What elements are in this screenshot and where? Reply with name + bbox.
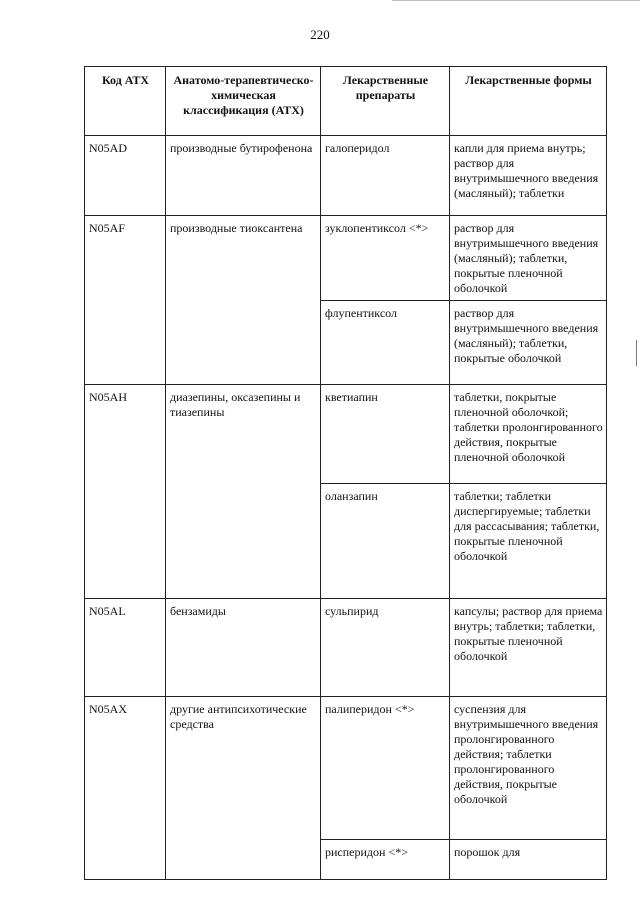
- cell-atx-code: N05AF: [85, 216, 166, 385]
- cell-drug: сульпирид: [321, 599, 450, 697]
- cell-drug: палиперидон <*>: [321, 697, 450, 840]
- table-row: [85, 599, 607, 697]
- table-header-row: [85, 67, 607, 136]
- cell-forms: капли для приема внутрь; раствор для внутримышечного введения (масляный); таблетки: [450, 136, 607, 216]
- cell-forms: порошок для: [450, 840, 607, 880]
- cell-atx-code: N05AL: [85, 599, 166, 697]
- cell-forms: суспензия для внутримышечного введения пролонгированного действия; таблетки пролонгированного действия, покрытые оболочкой: [450, 697, 607, 840]
- cell-classification: производные тиоксантена: [166, 216, 321, 385]
- cell-forms: раствор для внутримышечного введения (масляный); таблетки, покрытые пленочной оболочкой: [450, 216, 607, 301]
- table-row: [85, 385, 607, 484]
- cell-drug: галоперидол: [321, 136, 450, 216]
- scan-edge-mark: [392, 0, 640, 15]
- cell-atx-code: N05AD: [85, 136, 166, 216]
- atx-drug-table: [84, 66, 607, 880]
- cell-classification: бензамиды: [166, 599, 321, 697]
- cell-drug: кветиапин: [321, 385, 450, 484]
- cell-atx-code: N05AX: [85, 697, 166, 880]
- cell-forms: раствор для внутримышечного введения (масляный); таблетки, покрытые оболочкой: [450, 301, 607, 385]
- header-drugs: Лекарственные препараты: [321, 67, 450, 136]
- header-dosage-forms: Лекарственные формы: [450, 67, 607, 136]
- cell-drug: рисперидон <*>: [321, 840, 450, 880]
- cell-classification: другие антипсихотические средства: [166, 697, 321, 880]
- header-atx-classification: Анатомо-терапевтическо-химическая классификация (АТХ): [166, 67, 321, 136]
- cell-drug: флупентиксол: [321, 301, 450, 385]
- table-row: [85, 136, 607, 216]
- cell-atx-code: N05AH: [85, 385, 166, 599]
- cell-classification: производные бутирофенона: [166, 136, 321, 216]
- cell-classification: диазепины, оксазепины и тиазепины: [166, 385, 321, 599]
- cell-forms: таблетки, покрытые пленочной оболочкой; таблетки пролонгированного действия, покрытые пленочной оболочкой: [450, 385, 607, 484]
- table-row: [85, 216, 607, 301]
- cell-forms: таблетки; таблетки диспергируемые; таблетки для рассасывания; таблетки, покрытые пленочной оболочкой: [450, 484, 607, 599]
- cell-forms: капсулы; раствор для приема внутрь; таблетки; таблетки, покрытые пленочной оболочкой: [450, 599, 607, 697]
- table-row: [85, 697, 607, 840]
- cell-drug: зуклопентиксол <*>: [321, 216, 450, 301]
- cell-drug: оланзапин: [321, 484, 450, 599]
- header-atx-code: Код АТХ: [85, 67, 166, 136]
- scan-edge-mark-right: [636, 340, 637, 366]
- page-number: 220: [310, 27, 330, 42]
